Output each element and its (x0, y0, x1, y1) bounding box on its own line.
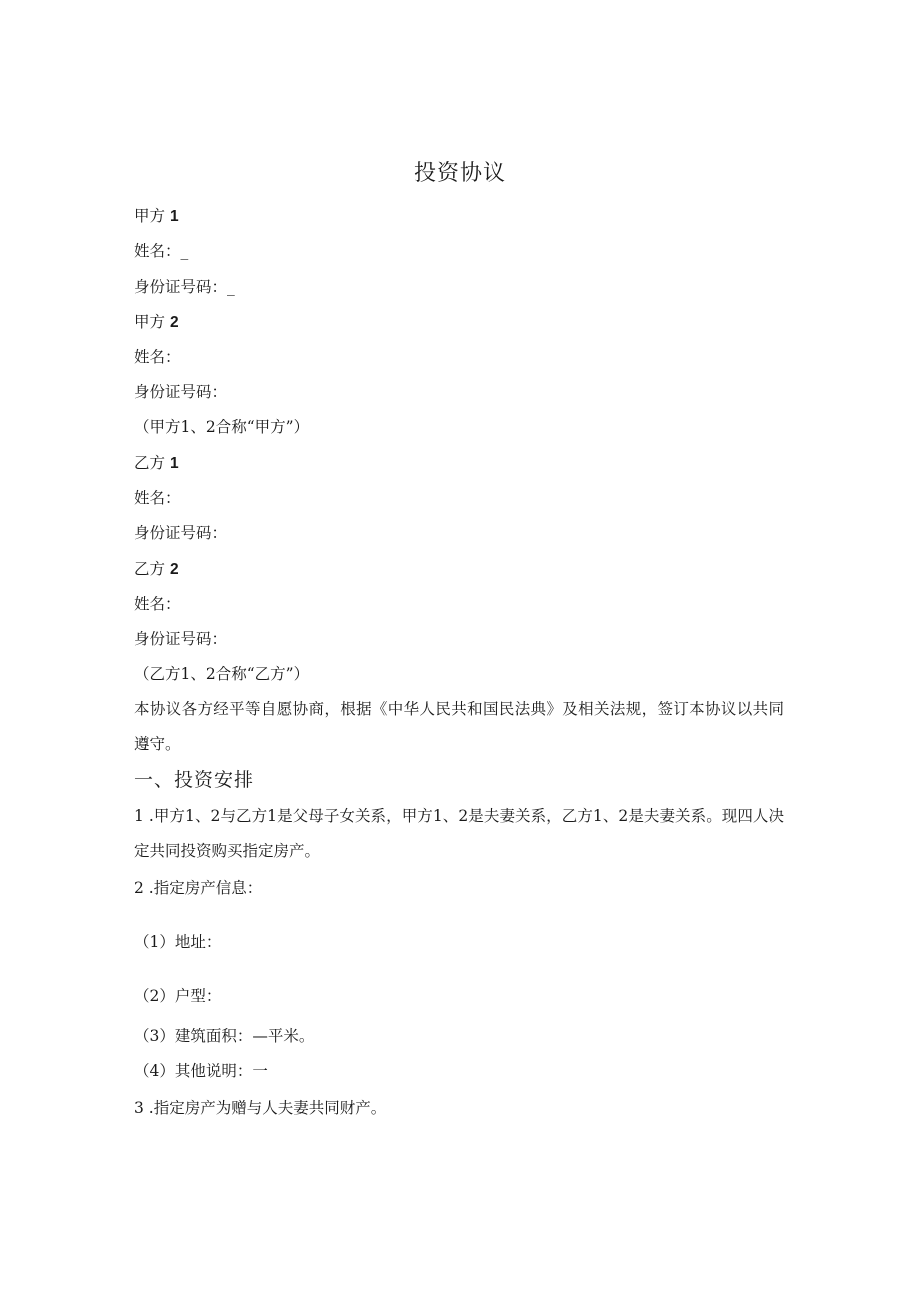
property-area-item: （3）建筑面积：—平米。 (134, 1027, 315, 1045)
document-title: 投资协议 (413, 161, 506, 186)
party-b-collective-note: （乙方1、2合称“乙方”） (134, 665, 310, 683)
party-b1-heading (134, 451, 179, 476)
party-a2-heading-text: 甲方 (134, 313, 166, 331)
party-b1-heading-num: 1 (169, 455, 179, 472)
party-a-collective-note: （甲方1、2合称“甲方”） (134, 418, 310, 436)
party-a1-name: 姓名：_ (134, 242, 189, 260)
property-layout-item: （2）户型： (134, 987, 222, 1005)
party-b2-heading (134, 557, 179, 582)
party-a2-heading-num: 2 (169, 314, 179, 331)
clause-3: 3 .指定房产为赠与人夫妻共同财产。 (134, 1099, 387, 1117)
party-a2-name: 姓名： (134, 348, 181, 366)
party-b2-heading-text: 乙方 (134, 560, 166, 578)
property-address-item: （1）地址： (134, 933, 222, 951)
party-a1-heading (134, 204, 179, 229)
clause-1: 1 .甲方1、2与乙方1是父母子女关系，甲方1、2是夫妻关系，乙方1、2是夫妻关系。现四人决定共同投资购买指定房产。 (134, 807, 784, 860)
party-a2-heading (134, 310, 179, 335)
party-b2-heading-num: 2 (169, 561, 179, 578)
party-b2-id: 身份证号码： (134, 630, 228, 648)
party-a1-heading-text: 甲方 (134, 207, 166, 225)
preamble-paragraph: 本协议各方经平等自愿协商，根据《中华人民共和国民法典》及相关法规，签订本协议以共同遵守。 (134, 700, 784, 753)
property-other-item: （4）其他说明：一 (134, 1062, 268, 1080)
party-b1-name: 姓名： (134, 489, 181, 507)
party-a1-id: 身份证号码：_ (134, 278, 235, 296)
party-b1-heading-text: 乙方 (134, 454, 166, 472)
party-a1-heading-num: 1 (169, 208, 179, 225)
party-b2-name: 姓名： (134, 595, 181, 613)
party-b1-id: 身份证号码： (134, 524, 228, 542)
clause-2: 2 .指定房产信息： (134, 879, 263, 897)
section-1-heading: 一、投资安排 (134, 769, 255, 791)
party-a2-id: 身份证号码： (134, 383, 228, 401)
